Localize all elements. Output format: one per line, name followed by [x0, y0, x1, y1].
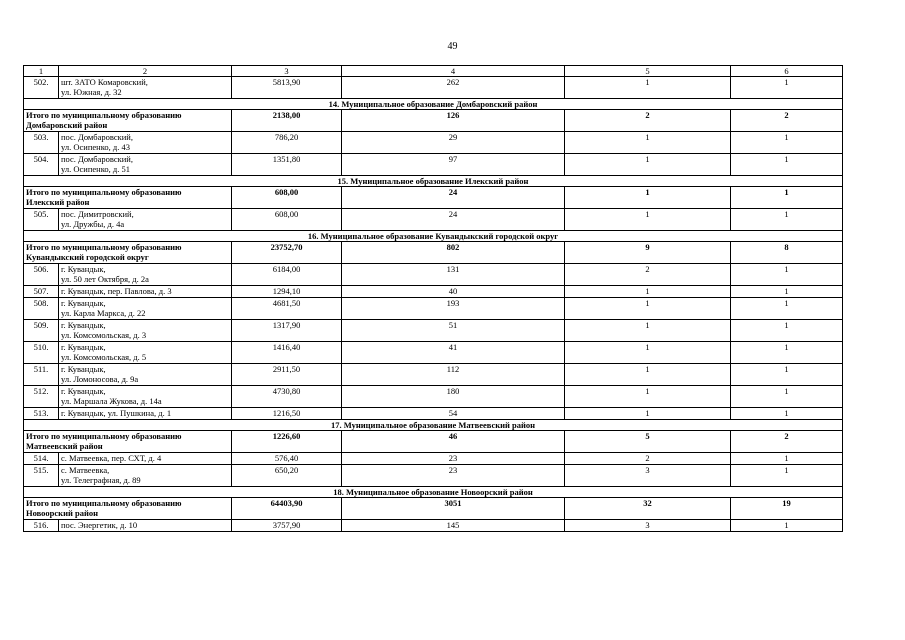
table-row	[24, 465, 843, 487]
subtotal-row	[24, 431, 843, 453]
table-row	[24, 364, 843, 386]
count-col6: 1	[731, 209, 843, 231]
area-value: 5813,90	[232, 77, 342, 99]
row-number: 505.	[24, 209, 59, 231]
count-col6: 1	[731, 187, 843, 209]
address: с. Матвеевка, пер. СХТ, д. 4	[59, 453, 232, 465]
table-row	[24, 154, 843, 176]
subtotal-label: Итого по муниципальному образованию Новоорский район	[24, 498, 232, 520]
address: пос. Домбаровский, ул. Осипенко, д. 51	[59, 154, 232, 176]
section-heading-row	[24, 420, 843, 431]
section-heading-row	[24, 99, 843, 110]
table-row	[24, 408, 843, 420]
address: пос. Димитровский, ул. Дружбы, д. 4а	[59, 209, 232, 231]
row-number: 515.	[24, 465, 59, 487]
count-col6: 1	[731, 264, 843, 286]
table-row	[24, 132, 843, 154]
address: шт. ЗАТО Комаровский, ул. Южная, д. 32	[59, 77, 232, 99]
address: с. Матвеевка, ул. Телеграфная, д. 89	[59, 465, 232, 487]
area-value: 1317,90	[232, 320, 342, 342]
table-row	[24, 386, 843, 408]
section-title: 18. Муниципальное образование Новоорский район	[24, 487, 843, 498]
table-row	[24, 453, 843, 465]
area-value: 608,00	[232, 209, 342, 231]
subtotal-label: Итого по муниципальному образованию Илекский район	[24, 187, 232, 209]
address: пос. Домбаровский, ул. Осипенко, д. 43	[59, 132, 232, 154]
count-col5: 1	[565, 408, 731, 420]
residents-count: 802	[342, 242, 565, 264]
residents-count: 262	[342, 77, 565, 99]
count-col6: 1	[731, 286, 843, 298]
table-row	[24, 286, 843, 298]
area-value: 1416,40	[232, 342, 342, 364]
area-value: 650,20	[232, 465, 342, 487]
count-col6: 1	[731, 386, 843, 408]
residents-count: 23	[342, 465, 565, 487]
subtotal-label: Итого по муниципальному образованию Кувандыкский городской округ	[24, 242, 232, 264]
count-col5: 2	[565, 264, 731, 286]
area-value: 1216,50	[232, 408, 342, 420]
residents-count: 131	[342, 264, 565, 286]
count-col5: 1	[565, 209, 731, 231]
row-number: 506.	[24, 264, 59, 286]
count-col6: 1	[731, 77, 843, 99]
count-col5: 9	[565, 242, 731, 264]
row-number: 512.	[24, 386, 59, 408]
row-number: 508.	[24, 298, 59, 320]
area-value: 2911,50	[232, 364, 342, 386]
row-number: 510.	[24, 342, 59, 364]
count-col5: 1	[565, 154, 731, 176]
table-row	[24, 298, 843, 320]
count-col5: 3	[565, 520, 731, 532]
section-title: 17. Муниципальное образование Матвеевский район	[24, 420, 843, 431]
count-col5: 1	[565, 286, 731, 298]
row-number: 514.	[24, 453, 59, 465]
row-number: 516.	[24, 520, 59, 532]
count-col6: 8	[731, 242, 843, 264]
column-header-1: 1	[24, 66, 59, 77]
count-col5: 32	[565, 498, 731, 520]
count-col6: 1	[731, 520, 843, 532]
residents-count: 29	[342, 132, 565, 154]
count-col5: 1	[565, 386, 731, 408]
area-value: 3757,90	[232, 520, 342, 532]
row-number: 513.	[24, 408, 59, 420]
section-heading-row	[24, 176, 843, 187]
area-value: 2138,00	[232, 110, 342, 132]
count-col5: 1	[565, 320, 731, 342]
count-col6: 1	[731, 453, 843, 465]
column-header-5: 5	[565, 66, 731, 77]
count-col5: 1	[565, 298, 731, 320]
column-header-6: 6	[731, 66, 843, 77]
address: г. Кувандык, ул. Ломоносова, д. 9а	[59, 364, 232, 386]
count-col5: 3	[565, 465, 731, 487]
area-value: 608,00	[232, 187, 342, 209]
count-col6: 1	[731, 342, 843, 364]
count-col5: 1	[565, 364, 731, 386]
subtotal-label: Итого по муниципальному образованию Домбаровский район	[24, 110, 232, 132]
residents-count: 24	[342, 209, 565, 231]
residents-count: 41	[342, 342, 565, 364]
count-col5: 1	[565, 77, 731, 99]
row-number: 503.	[24, 132, 59, 154]
section-title: 16. Муниципальное образование Кувандыкский городской округ	[24, 231, 843, 242]
address: г. Кувандык, ул. 50 лет Октября, д. 2а	[59, 264, 232, 286]
residents-count: 54	[342, 408, 565, 420]
count-col6: 1	[731, 408, 843, 420]
subtotal-row	[24, 498, 843, 520]
page-number: 49	[447, 41, 458, 52]
area-value: 4730,80	[232, 386, 342, 408]
residents-count: 24	[342, 187, 565, 209]
row-number: 509.	[24, 320, 59, 342]
row-number: 502.	[24, 77, 59, 99]
count-col6: 1	[731, 320, 843, 342]
row-number: 511.	[24, 364, 59, 386]
residents-count: 126	[342, 110, 565, 132]
area-value: 64403,90	[232, 498, 342, 520]
residents-count: 23	[342, 453, 565, 465]
count-col5: 2	[565, 110, 731, 132]
section-heading-row	[24, 487, 843, 498]
address: г. Кувандык, ул. Пушкина, д. 1	[59, 408, 232, 420]
residents-count: 145	[342, 520, 565, 532]
area-value: 4681,50	[232, 298, 342, 320]
section-title: 15. Муниципальное образование Илекский район	[24, 176, 843, 187]
column-header-2: 2	[59, 66, 232, 77]
count-col5: 1	[565, 342, 731, 364]
subtotal-row	[24, 187, 843, 209]
address: г. Кувандык, пер. Павлова, д. 3	[59, 286, 232, 298]
area-value: 786,20	[232, 132, 342, 154]
table-row	[24, 320, 843, 342]
table-row	[24, 264, 843, 286]
address: пос. Энергетик, д. 10	[59, 520, 232, 532]
residents-count: 51	[342, 320, 565, 342]
column-header-row	[24, 66, 843, 77]
area-value: 6184,00	[232, 264, 342, 286]
residents-count: 46	[342, 431, 565, 453]
residents-count: 112	[342, 364, 565, 386]
area-value: 576,40	[232, 453, 342, 465]
count-col6: 1	[731, 465, 843, 487]
table-row	[24, 520, 843, 532]
count-col6: 1	[731, 298, 843, 320]
residents-count: 3051	[342, 498, 565, 520]
address: г. Кувандык, ул. Маршала Жукова, д. 14а	[59, 386, 232, 408]
table-row	[24, 209, 843, 231]
count-col5: 1	[565, 187, 731, 209]
residents-count: 180	[342, 386, 565, 408]
count-col5: 2	[565, 453, 731, 465]
table-row	[24, 342, 843, 364]
count-col6: 1	[731, 154, 843, 176]
residents-count: 193	[342, 298, 565, 320]
section-title: 14. Муниципальное образование Домбаровский район	[24, 99, 843, 110]
table-row	[24, 77, 843, 99]
count-col6: 19	[731, 498, 843, 520]
subtotal-row	[24, 242, 843, 264]
count-col5: 5	[565, 431, 731, 453]
area-value: 1351,80	[232, 154, 342, 176]
count-col6: 2	[731, 431, 843, 453]
section-heading-row	[24, 231, 843, 242]
subtotal-row	[24, 110, 843, 132]
residents-count: 40	[342, 286, 565, 298]
address: г. Кувандык, ул. Комсомольская, д. 5	[59, 342, 232, 364]
column-header-3: 3	[232, 66, 342, 77]
subtotal-label: Итого по муниципальному образованию Матвеевский район	[24, 431, 232, 453]
count-col6: 1	[731, 132, 843, 154]
registry-table	[23, 65, 843, 532]
address: г. Кувандык, ул. Комсомольская, д. 3	[59, 320, 232, 342]
column-header-4: 4	[342, 66, 565, 77]
count-col6: 1	[731, 364, 843, 386]
row-number: 504.	[24, 154, 59, 176]
row-number: 507.	[24, 286, 59, 298]
area-value: 1226,60	[232, 431, 342, 453]
residents-count: 97	[342, 154, 565, 176]
address: г. Кувандык, ул. Карла Маркса, д. 22	[59, 298, 232, 320]
area-value: 1294,10	[232, 286, 342, 298]
count-col6: 2	[731, 110, 843, 132]
area-value: 23752,70	[232, 242, 342, 264]
count-col5: 1	[565, 132, 731, 154]
